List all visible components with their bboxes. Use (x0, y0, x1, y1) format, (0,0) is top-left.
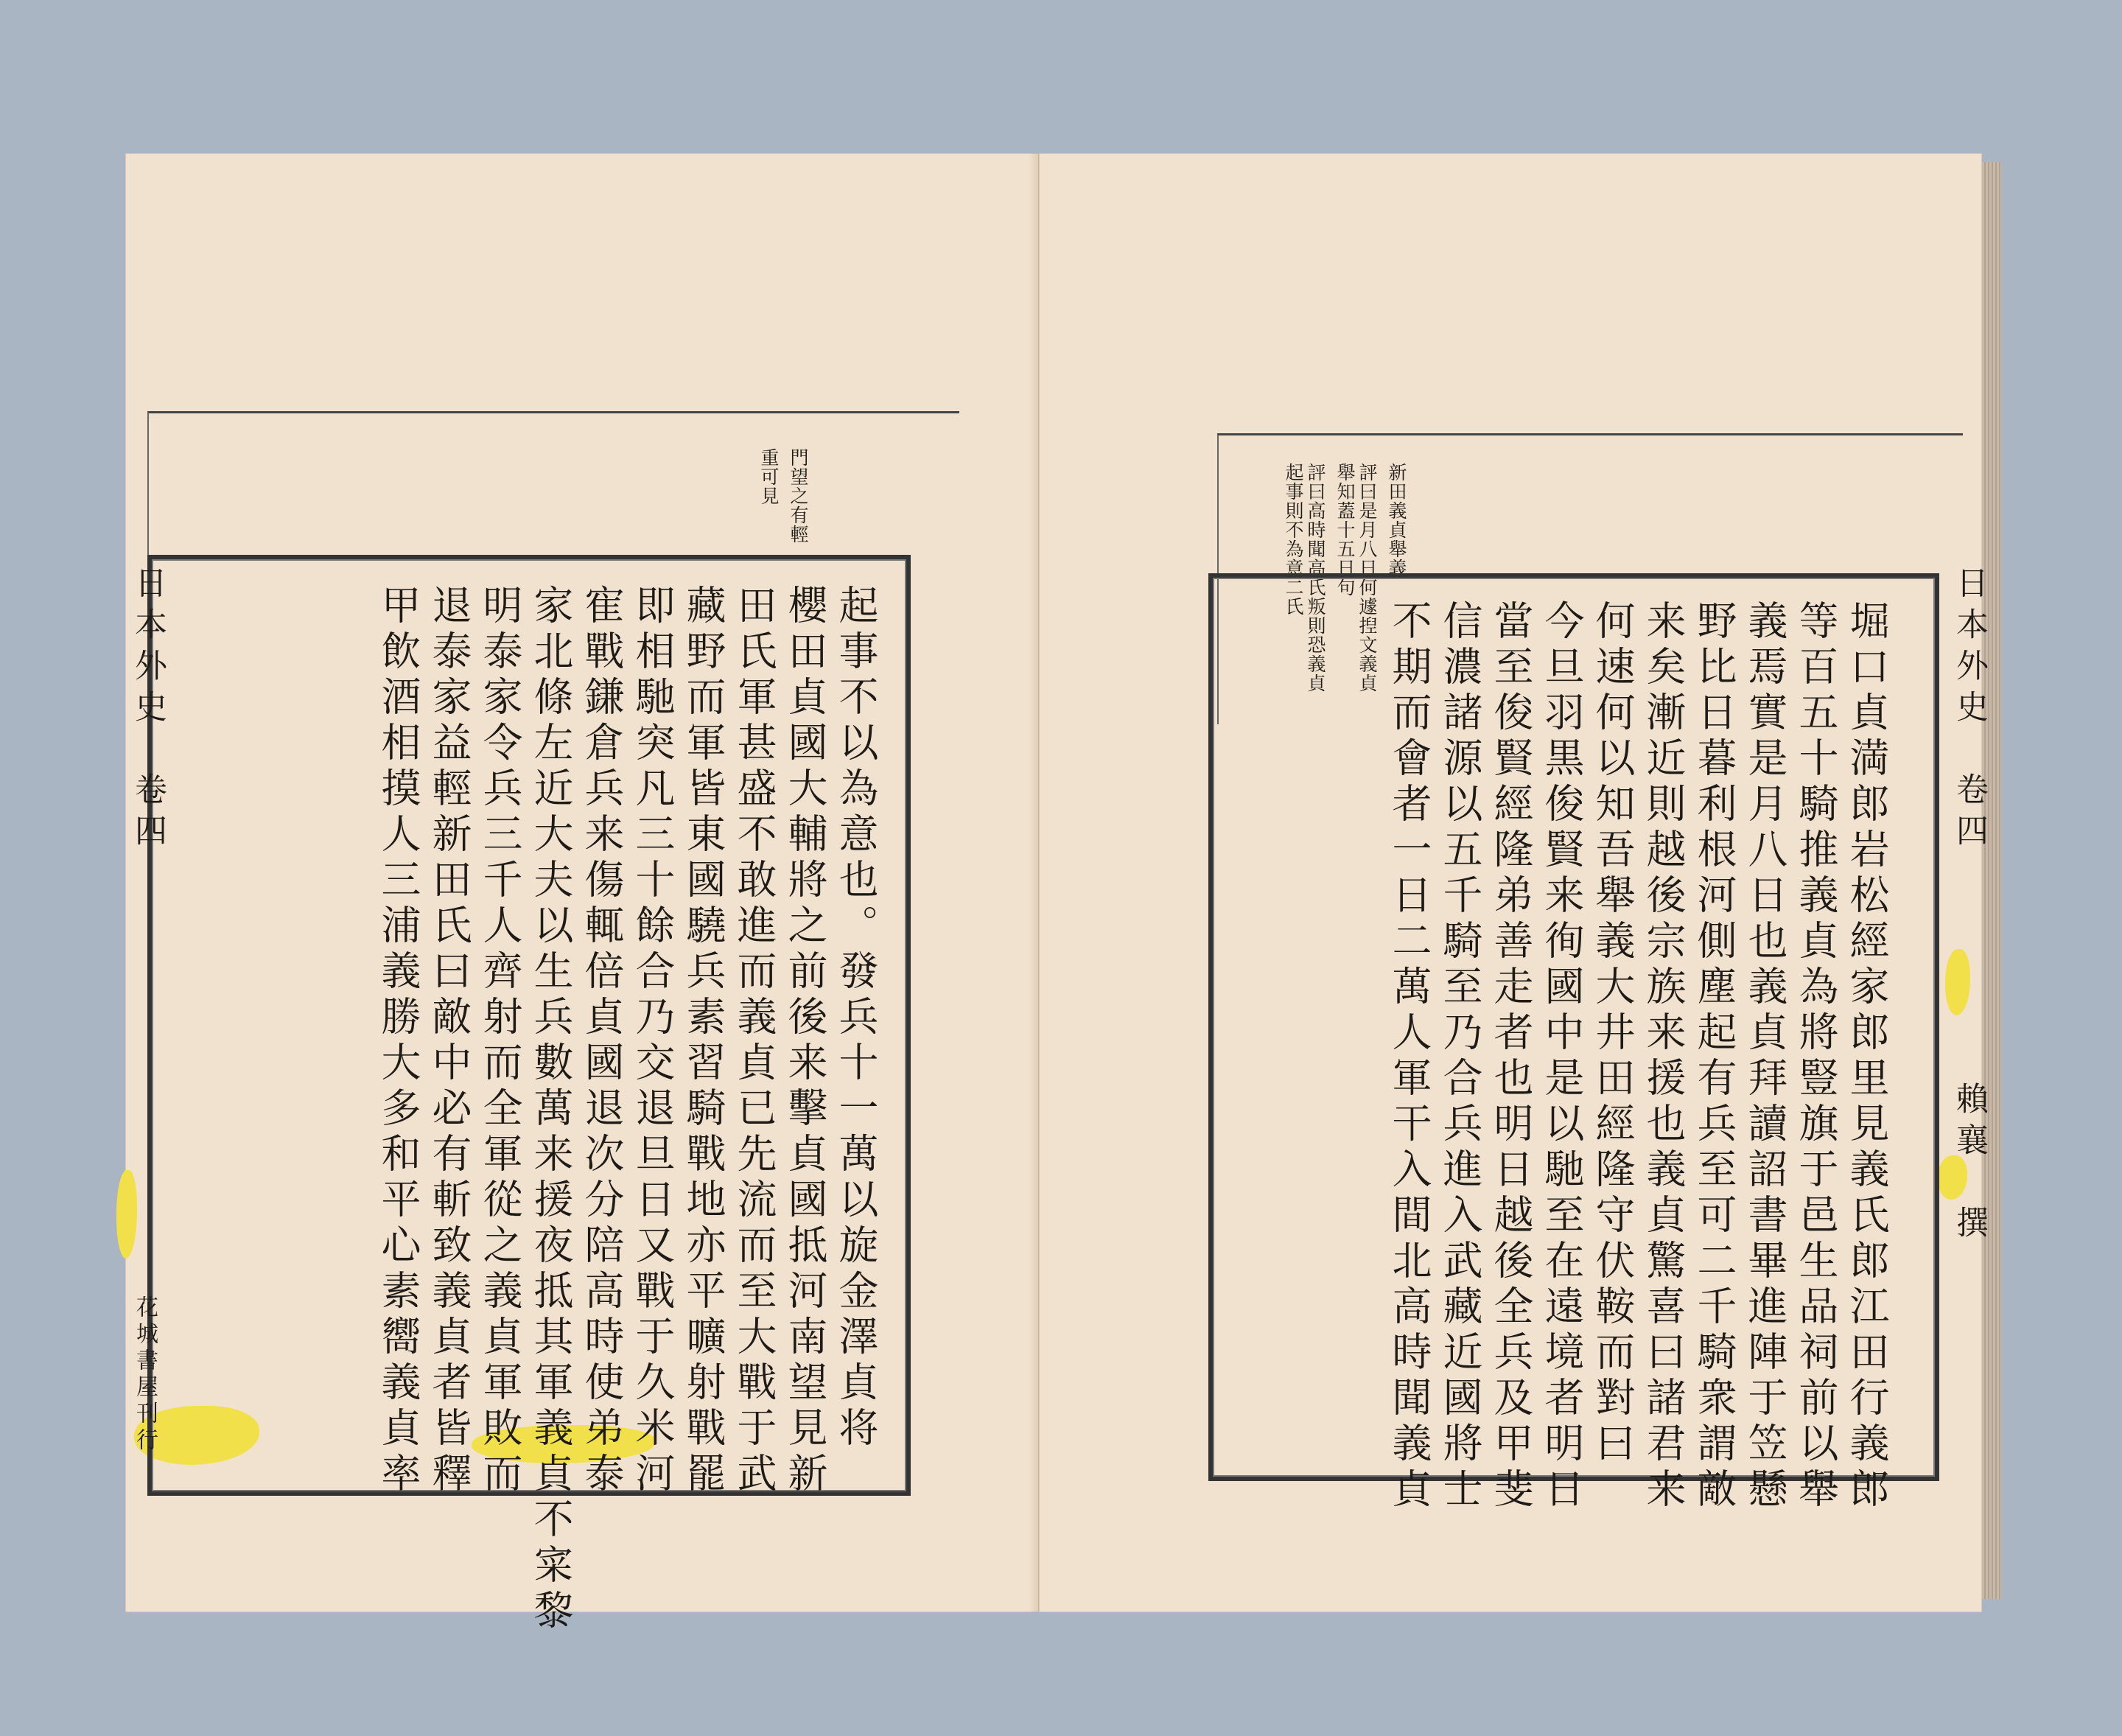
text-column: 等百五十騎推義貞為將豎旗于邑生品祠前以舉 (1793, 600, 1839, 1513)
left-side-header: 日本外史 卷四 (129, 566, 167, 855)
text-frame (147, 555, 911, 1635)
text-column: 義焉實是月八日也義貞拜讀詔書畢進陣于笠懸 (1742, 600, 1788, 1513)
marginal-note: 門望之有輕 (788, 448, 809, 544)
text-column: 甲飲酒相摸人三浦義勝大多和平心素嚮義貞率 (375, 584, 421, 1498)
page-edges (1982, 162, 2001, 1599)
text-column: 田氏軍甚盛不敢進而義貞已先流而至大戰于武 (731, 584, 777, 1498)
text-column: 今旦羽黒俊賢来徇國中是以馳至在遠境者明日 (1538, 600, 1585, 1513)
left-page (125, 153, 1040, 1635)
text-column: 信濃諸源以五千騎至乃合兵進入武藏近國將士 (1437, 600, 1483, 1513)
text-column: 寉戰鎌倉兵来傷輒倍貞國退次分陪高時使弟泰 (578, 584, 625, 1498)
text-column: 即相馳突凡三十餘合乃交退旦日又戰于久米河 (629, 584, 676, 1498)
text-column: 起事不以為意也。發兵十一萬以旋金澤貞将 (833, 584, 879, 1452)
right-side-header: 日本外史 卷四 (1950, 566, 1988, 855)
text-column: 櫻田貞國大輔將之前後来擊貞國抵河南望見新 (782, 584, 828, 1498)
text-column: 藏野而軍皆東國驍兵素習騎戰地亦平曠射戰罷 (680, 584, 726, 1498)
right-side-author: 賴襄 撰 (1950, 1082, 1988, 1247)
open-book (125, 153, 1988, 1635)
marginal-note: 重可見 (758, 448, 780, 505)
marginal-note: 新田義貞舉義 (1386, 463, 1407, 578)
marginal-note: 評曰是月八日何遽揑文義貞舉知蓋十五日句 (1334, 463, 1378, 693)
text-column: 退泰家益輕新田氏曰敵中必有斬致義貞者皆釋 (426, 584, 472, 1498)
text-column: 家北條左近大夫以生兵數萬来援夜抵其軍義貞不寀黎 (528, 584, 574, 1635)
left-side-footer: 花城書屋刊行 (132, 1295, 158, 1455)
marginal-note: 評曰高時聞高氏叛則恐義貞起事則不為意二氏 (1283, 463, 1326, 693)
text-column: 明泰家令兵三千人齊射而全軍從之義貞軍敗而 (477, 584, 523, 1498)
right-page (1039, 153, 1988, 1612)
text-column: 何速何以知吾舉義大井田經隆守伏鞍而對曰 (1589, 600, 1636, 1468)
text-column: 不期而會者一日二萬人軍干入間北高時聞義貞 (1386, 600, 1432, 1513)
text-column: 野比日暮利根河側塵起有兵至可二千騎衆謂敵 (1691, 600, 1737, 1513)
text-column: 堀口貞満郎岩松經家郎里見義氏郎江田行義郎 (1843, 600, 1890, 1513)
yellow-stain (116, 1170, 137, 1259)
vertical-text-block (373, 584, 881, 1635)
text-column: 来矣漸近則越後宗族来援也義貞驚喜曰諸君来 (1640, 600, 1687, 1513)
text-frame (1208, 573, 1939, 1513)
vertical-text-block (1384, 600, 1892, 1513)
text-column: 當至俊賢經隆弟善走者也明日越後全兵及甲斐 (1488, 600, 1534, 1513)
yellow-stain (1945, 949, 1970, 1015)
